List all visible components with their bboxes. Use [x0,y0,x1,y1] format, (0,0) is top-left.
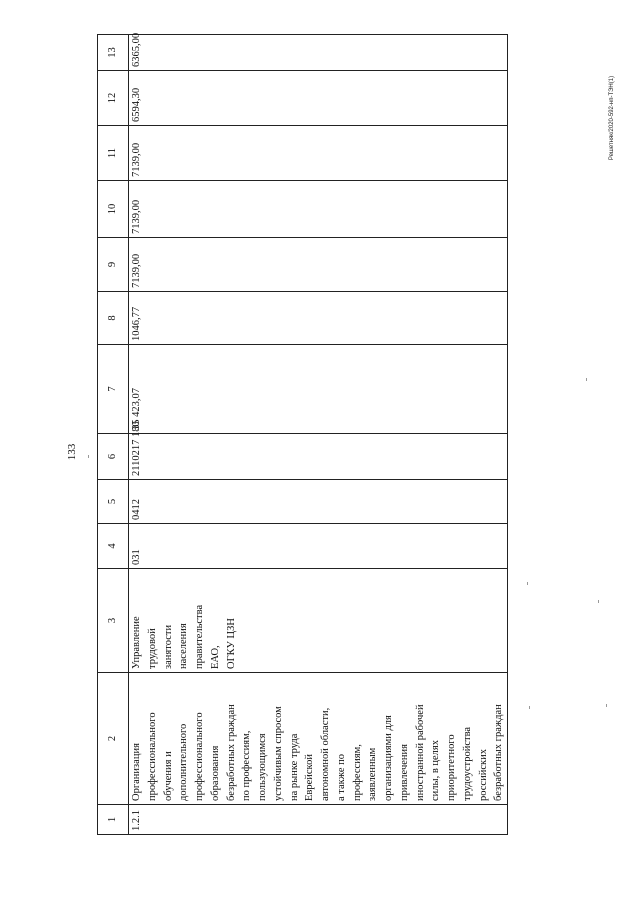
section-code-cell: 0412 [129,480,508,524]
column-header: 7 [98,345,129,434]
budget-table-wrapper [97,32,505,835]
table-row [129,35,508,835]
page-number: 133 [66,443,78,461]
scan-speck [88,455,89,458]
year-amount-cell: 6365,00 [129,35,508,71]
year-amount-cell: 6594,30 [129,71,508,126]
scan-speck [598,600,599,603]
total-amount-cell: 35 423,07 [129,345,508,434]
scan-speck [527,582,528,585]
scan-speck [586,378,587,381]
target-article-cell: 2110217 180 [129,434,508,480]
column-header: 10 [98,181,129,238]
column-header: 4 [98,524,129,569]
column-header: 1 [98,805,129,835]
column-header: 9 [98,238,129,292]
budget-table [97,34,508,835]
year-amount-cell: 1046,77 [129,292,508,345]
column-header: 3 [98,569,129,673]
executor-cell: Управление трудовой занятости населения правительства ЕАО, ОГКУ ЦЗН [129,569,508,673]
scan-speck [606,704,607,707]
column-header: 13 [98,35,129,71]
column-header: 5 [98,480,129,524]
item-number-cell: 1.2.1 [129,805,508,835]
column-header: 6 [98,434,129,480]
year-amount-cell: 7139,00 [129,126,508,181]
column-header: 12 [98,71,129,126]
year-amount-cell: 7139,00 [129,238,508,292]
column-header: 2 [98,673,129,805]
column-header: 11 [98,126,129,181]
year-amount-cell: 7139,00 [129,181,508,238]
scan-speck [529,706,530,709]
column-number-row [98,35,129,835]
document-stamp: Решетняк/2020-592-нп-ТЭН(1) [609,75,615,161]
activity-name-cell: Организация профессионального обучения и дополнительного профессионального образования безработных граждан по профессиям, пользующимся устойчивым спросом на рынке труда Еврейской автономной области, а также по профессиям, заявленным организациями для привлечения иностранной рабочей силы, в целях приоритетного трудоустройства российских безработных граждан [129,673,508,805]
gov-code-cell: 031 [129,524,508,569]
column-header: 8 [98,292,129,345]
